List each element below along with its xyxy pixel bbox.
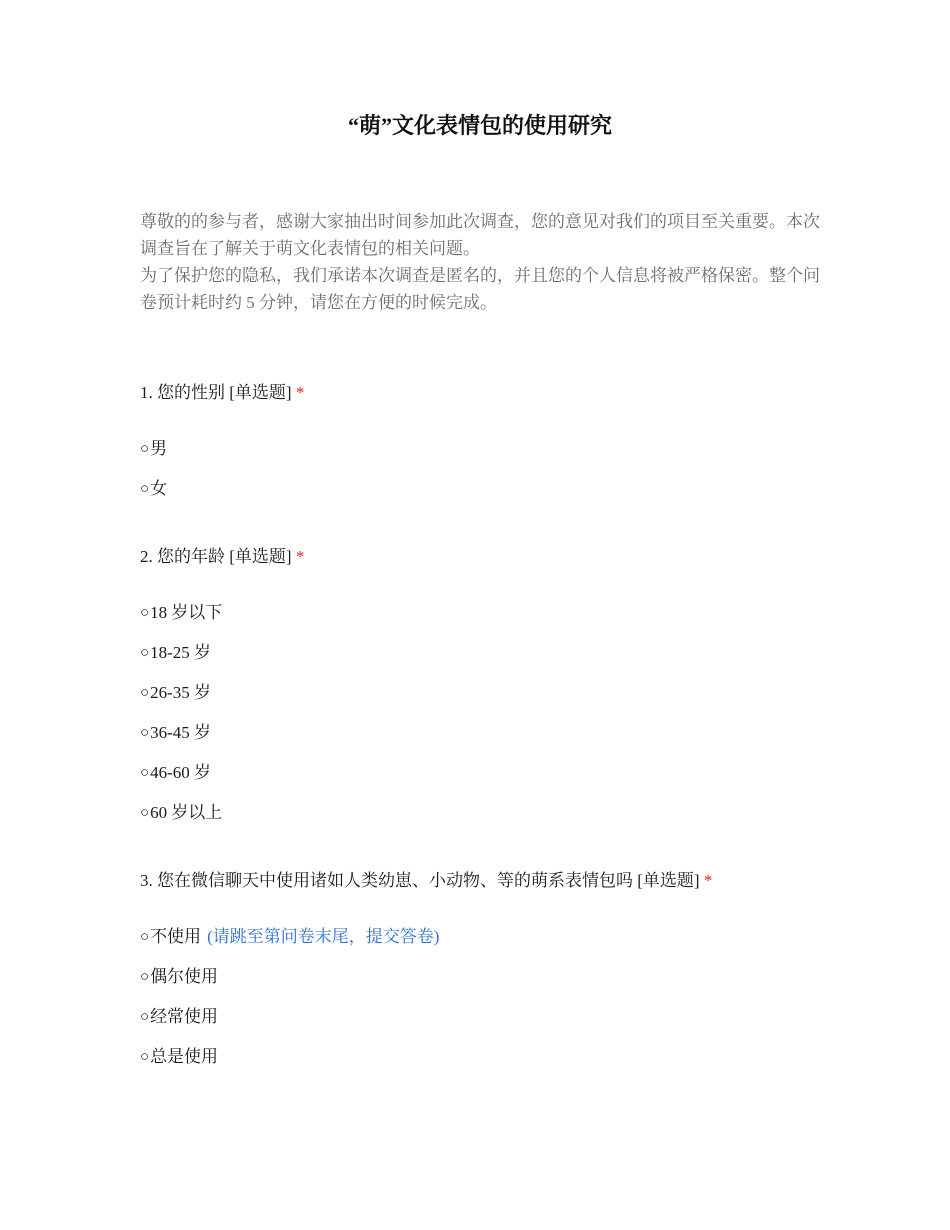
option-label: 18-25 岁: [150, 643, 211, 662]
required-mark: *: [295, 383, 305, 402]
option-18-25[interactable]: [140, 633, 820, 673]
option-label: 26-35 岁: [150, 683, 211, 702]
survey-title: “萌”文化表情包的使用研究: [347, 113, 612, 138]
radio-circle-icon[interactable]: ○: [140, 1049, 150, 1065]
option-46-60[interactable]: [140, 753, 820, 793]
option-26-35[interactable]: [140, 673, 820, 713]
intro-paragraph-1: 尊敬的的参与者，感谢大家抽出时间参加此次调查，您的意见对我们的项目至关重要。本次调查旨在了解关于萌文化表情包的相关问题。: [140, 212, 820, 258]
option-label: 偶尔使用: [150, 967, 219, 986]
option-always[interactable]: [140, 1037, 820, 1077]
option-never[interactable]: [140, 917, 820, 957]
option-under-18[interactable]: [140, 593, 820, 633]
option-label: 36-45 岁: [150, 723, 211, 742]
question-age: [140, 545, 820, 833]
required-mark: *: [703, 871, 713, 890]
option-male[interactable]: [140, 429, 820, 469]
radio-circle-icon[interactable]: ○: [140, 441, 150, 457]
option-label: 经常使用: [150, 1007, 219, 1026]
radio-circle-icon[interactable]: ○: [140, 1009, 150, 1025]
option-female[interactable]: [140, 469, 820, 509]
option-label: 男: [150, 439, 168, 458]
radio-circle-icon[interactable]: ○: [140, 605, 150, 621]
option-36-45[interactable]: [140, 713, 820, 753]
options-list: [140, 593, 820, 833]
survey-intro: [140, 208, 820, 316]
radio-circle-icon[interactable]: ○: [140, 969, 150, 985]
options-list: [140, 429, 820, 509]
option-over-60[interactable]: [140, 793, 820, 833]
radio-circle-icon[interactable]: ○: [140, 765, 150, 781]
option-often[interactable]: [140, 997, 820, 1037]
option-label: 18 岁以下: [150, 603, 223, 622]
option-label: 总是使用: [150, 1047, 219, 1066]
question-gender: [140, 381, 820, 509]
radio-circle-icon[interactable]: ○: [140, 481, 150, 497]
skip-note: (请跳至第问卷末尾，提交答卷): [207, 927, 440, 946]
radio-circle-icon[interactable]: ○: [140, 645, 150, 661]
radio-circle-icon[interactable]: ○: [140, 805, 150, 821]
radio-circle-icon[interactable]: ○: [140, 725, 150, 741]
option-occasionally[interactable]: [140, 957, 820, 997]
radio-circle-icon[interactable]: ○: [140, 685, 150, 701]
radio-circle-icon[interactable]: ○: [140, 929, 150, 945]
option-label: 不使用: [150, 927, 202, 946]
question-title: 1. 您的性别 [单选题] *: [140, 383, 305, 402]
question-usage: [140, 869, 820, 1077]
required-mark: *: [295, 547, 305, 566]
option-label: 60 岁以上: [150, 803, 223, 822]
question-title: 2. 您的年龄 [单选题] *: [140, 547, 305, 566]
options-list: [140, 917, 820, 1077]
option-label: 46-60 岁: [150, 763, 211, 782]
question-title: 3. 您在微信聊天中使用诸如人类幼崽、小动物、等的萌系表情包吗 [单选题] *: [140, 871, 713, 890]
option-label: 女: [150, 479, 168, 498]
intro-paragraph-2: 为了保护您的隐私，我们承诺本次调查是匿名的，并且您的个人信息将被严格保密。整个问卷预计耗时约 5 分钟，请您在方便的时候完成。: [140, 266, 820, 312]
